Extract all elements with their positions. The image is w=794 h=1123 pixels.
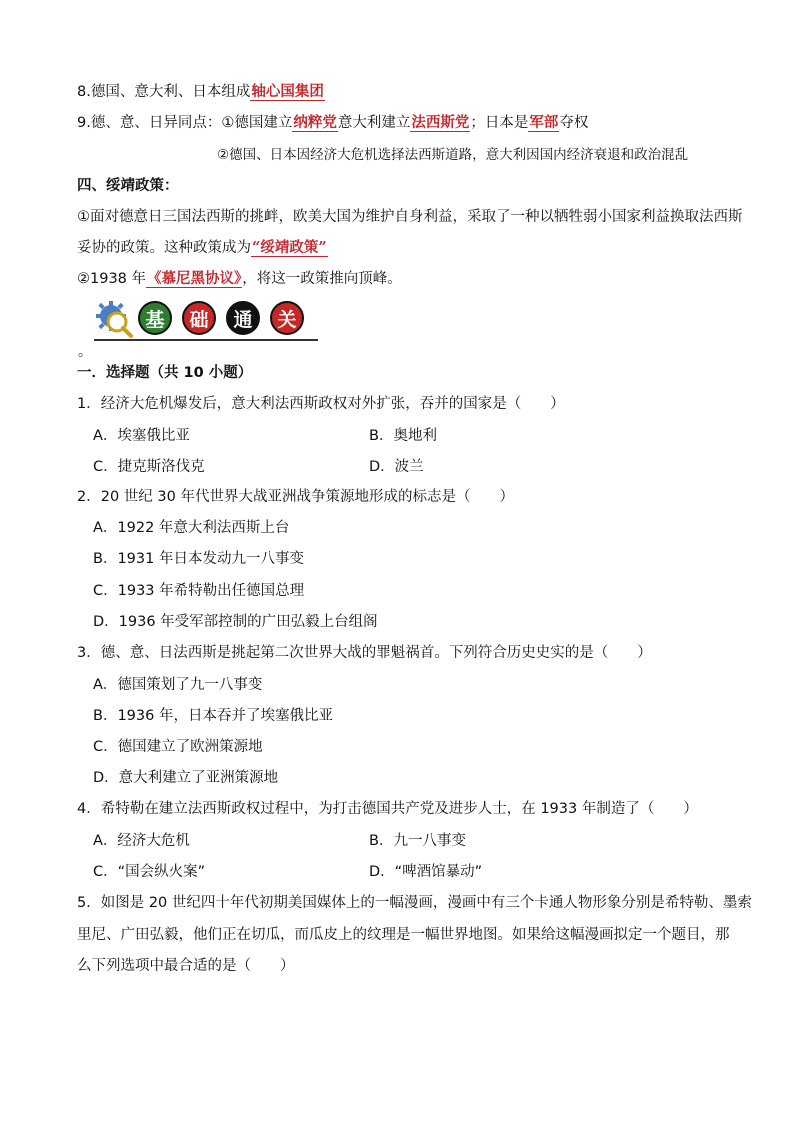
q3-option-a[interactable]: A．德国策划了九一八事变 — [93, 677, 263, 693]
banner-char-4: 关 — [270, 301, 304, 335]
q1-option-a[interactable]: A．埃塞俄比亚 — [93, 428, 190, 444]
answer-fascist-party: 法西斯党 — [411, 114, 470, 131]
question-5-stem-line2: 里尼、广田弘毅，他们正在切瓜，而瓜皮上的纹理是一幅世界地图。如果给这幅漫画拟定一个题目，那 — [77, 927, 730, 943]
question-2-stem: 2．20 世纪 30 年代世界大战亚洲战争策源地形成的标志是（ ） — [77, 489, 514, 505]
question-3-stem: 3．德、意、日法西斯是挑起第二次世界大战的罪魁祸首。下列符合历史史实的是（ ） — [77, 645, 652, 661]
q3-option-c[interactable]: C．德国建立了欧洲策源地 — [93, 739, 263, 755]
q2-option-c[interactable]: C．1933 年希特勒出任德国总理 — [93, 583, 305, 599]
question-4-stem: 4．希特勒在建立法西斯政权过程中，为打击德国共产党及进步人士，在 1933 年制造了（ ） — [77, 801, 698, 817]
note-line-8: 8.德国、意大利、日本组成轴心国集团 — [77, 83, 324, 100]
question-1-stem: 1．经济大危机爆发后，意大利法西斯政权对外扩张，吞并的国家是（ ） — [77, 396, 565, 412]
munich-para: ②1938 年《慕尼黑协议》，将这一政策推向顶峰。 — [77, 270, 402, 287]
note-line-9: 9.德、意、日异同点：①德国建立纳粹党意大利建立法西斯党；日本是军部夺权 — [77, 114, 589, 131]
q3-option-b[interactable]: B．1936 年，日本吞并了埃塞俄比亚 — [93, 708, 333, 724]
q1-option-c[interactable]: C．捷克斯洛伐克 — [93, 459, 205, 475]
answer-nazi-party: 纳粹党 — [293, 114, 337, 131]
note-line-9-sub: ②德国、日本因经济大危机选择法西斯道路，意大利因国内经济衰退和政治混乱 — [217, 147, 689, 163]
gear-magnifier-icon — [96, 301, 134, 339]
appeasement-para-line2: 妥协的政策。这种政策成为“绥靖政策” — [77, 239, 327, 256]
q2-option-a[interactable]: A．1922 年意大利法西斯上台 — [93, 520, 290, 536]
question-5-stem-line1: 5．如图是 20 世纪四十年代初期美国媒体上的一幅漫画，漫画中有三个卡通人物形象分别是希特勒、墨索 — [77, 895, 752, 911]
q3-option-d[interactable]: D．意大利建立了亚洲策源地 — [93, 770, 279, 786]
banner-underline — [94, 339, 318, 341]
banner-char-3: 通 — [226, 301, 260, 335]
q4-option-b[interactable]: B．九一八事变 — [369, 833, 466, 849]
basic-practice-banner — [94, 299, 318, 341]
question-5-stem-line3: 么下列选项中最合适的是（ ） — [77, 958, 295, 974]
banner-trailing-dot: 。 — [78, 344, 92, 360]
q4-option-a[interactable]: A．经济大危机 — [93, 833, 190, 849]
answer-appeasement: “绥靖政策” — [252, 239, 327, 256]
answer-munich: 《慕尼黑协议》 — [147, 270, 242, 287]
answer-military: 军部 — [529, 114, 559, 131]
q2-option-b[interactable]: B．1931 年日本发动九一八事变 — [93, 551, 304, 567]
q4-option-d[interactable]: D．“啤酒馆暴动” — [369, 864, 483, 880]
q4-option-c[interactable]: C．“国会纵火案” — [93, 864, 206, 880]
banner-char-2: 础 — [182, 301, 216, 335]
answer-axis-powers: 轴心国集团 — [251, 83, 324, 100]
banner-char-1: 基 — [138, 301, 172, 335]
q1-option-d[interactable]: D．波兰 — [369, 459, 424, 475]
q1-option-b[interactable]: B．奥地利 — [369, 428, 437, 444]
section-1-title: 一．选择题（共 10 小题） — [77, 365, 253, 381]
section-4-title: 四、绥靖政策： — [77, 178, 179, 194]
appeasement-para-line1: ①面对德意日三国法西斯的挑衅，欧美大国为维护自身利益，采取了一种以牺牲弱小国家利益换取法西斯 — [77, 209, 743, 225]
q2-option-d[interactable]: D．1936 年受军部控制的广田弘毅上台组阁 — [93, 614, 378, 630]
